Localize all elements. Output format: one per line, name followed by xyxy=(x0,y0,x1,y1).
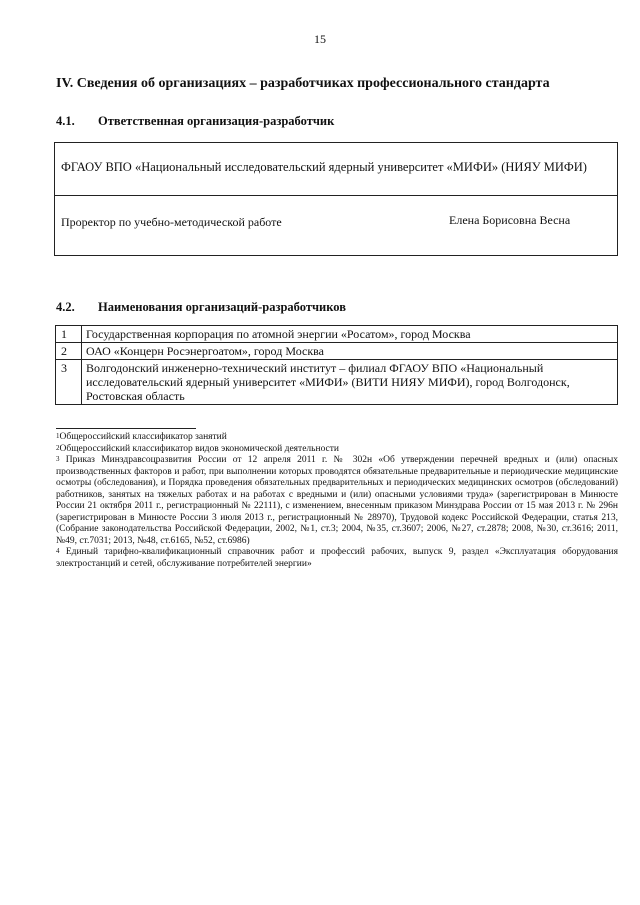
row-org-name: ОАО «Концерн Росэнергоатом», город Москва xyxy=(82,343,618,360)
heading-text: Ответственная организация-разработчик xyxy=(98,114,335,128)
developer-orgs-table xyxy=(55,325,618,405)
row-index: 2 xyxy=(56,343,82,360)
footnote xyxy=(56,432,618,444)
footnote-text: Общероссийский классификатор видов экономической деятельности xyxy=(59,443,340,454)
footnote-mark: 1 xyxy=(56,432,60,440)
footnote xyxy=(56,455,618,547)
page-number: 15 xyxy=(314,32,326,46)
footnote-separator xyxy=(56,428,196,429)
footnote-text: Единый тарифно-квалификационный справочник работ и профессий рабочих, выпуск 9, раздел «Эксплуатация оборудования электростанций и сетей, обслуживание потребителей энергии» xyxy=(56,547,619,569)
responsible-org-heading xyxy=(56,114,334,129)
footnote-text: Общероссийский классификатор занятий xyxy=(59,432,227,442)
responsible-org-name: ФГАОУ ВПО «Национальный исследовательский ядерный университет «МИФИ» (НИЯУ МИФИ) xyxy=(61,160,587,174)
footnote-mark: 4 xyxy=(56,547,60,555)
responsible-org-box xyxy=(54,142,618,256)
footnote xyxy=(56,444,618,456)
row-index: 1 xyxy=(56,326,82,343)
developer-orgs-heading xyxy=(56,300,346,315)
heading-number: 4.2. xyxy=(56,300,75,314)
footnotes xyxy=(56,432,618,570)
heading-number: 4.1. xyxy=(56,114,75,128)
box-divider xyxy=(55,195,617,196)
signatory-name: Елена Борисовна Весна xyxy=(449,213,571,227)
table-row xyxy=(56,326,618,343)
row-org-name: Волгодонский инженерно-технический институт – филиал ФГАОУ ВПО «Национальный исследовательский ядерный университет «МИФИ» (ВИТИ НИЯУ МИФИ), город Волгодонск, Ростовская область xyxy=(82,360,618,405)
signatory-position: Проректор по учебно-методической работе xyxy=(61,215,282,229)
table-row xyxy=(56,360,618,405)
section-title: IV. Сведения об организациях – разработчиках профессионального стандарта xyxy=(56,76,550,91)
footnote xyxy=(56,547,618,570)
footnote-mark: 2 xyxy=(56,443,60,452)
row-index: 3 xyxy=(56,360,82,405)
footnote-mark: 3 xyxy=(56,455,60,463)
row-org-name: Государственная корпорация по атомной энергии «Росатом», город Москва xyxy=(82,326,618,343)
footnote-text: Приказ Минздравсоцразвития России от 12 апреля 2011 г. № 302н «Об утверждении перечней вредных и (или) опасных производственных факторов и работ, при выполнении которых проводятся обязательные предварительные и периодические медицинские осмотры (обследования), и Порядка проведения обязательных предварительных и периодических медицинских осмотров (обследований) работников, занятых на тяжелых работах и на работах с вредными и (или) опасными условиями труда» (зарегистрирован в Минюсте России 21 октября 2011 г., регистрационный № 22111), с изменением, внесенным приказом Минздрава России от 15 мая 2013 г. № 296н (зарегистрирован в Минюсте России 3 июля 2013 г., регистрационный № 28970), Трудовой кодекс Российской Федерации, статья 213, (Собрание законодательства Российской Федерации, 2002, №1, ст.3; 2004, №35, ст.3607; 2006, №27, ст.2878; 2008, №30, ст.3616; 2011, №49, ст.7031; 2013, №48, ст.6165, №52, ст.6986) xyxy=(56,455,618,546)
table-row xyxy=(56,343,618,360)
heading-text: Наименования организаций-разработчиков xyxy=(98,300,346,314)
